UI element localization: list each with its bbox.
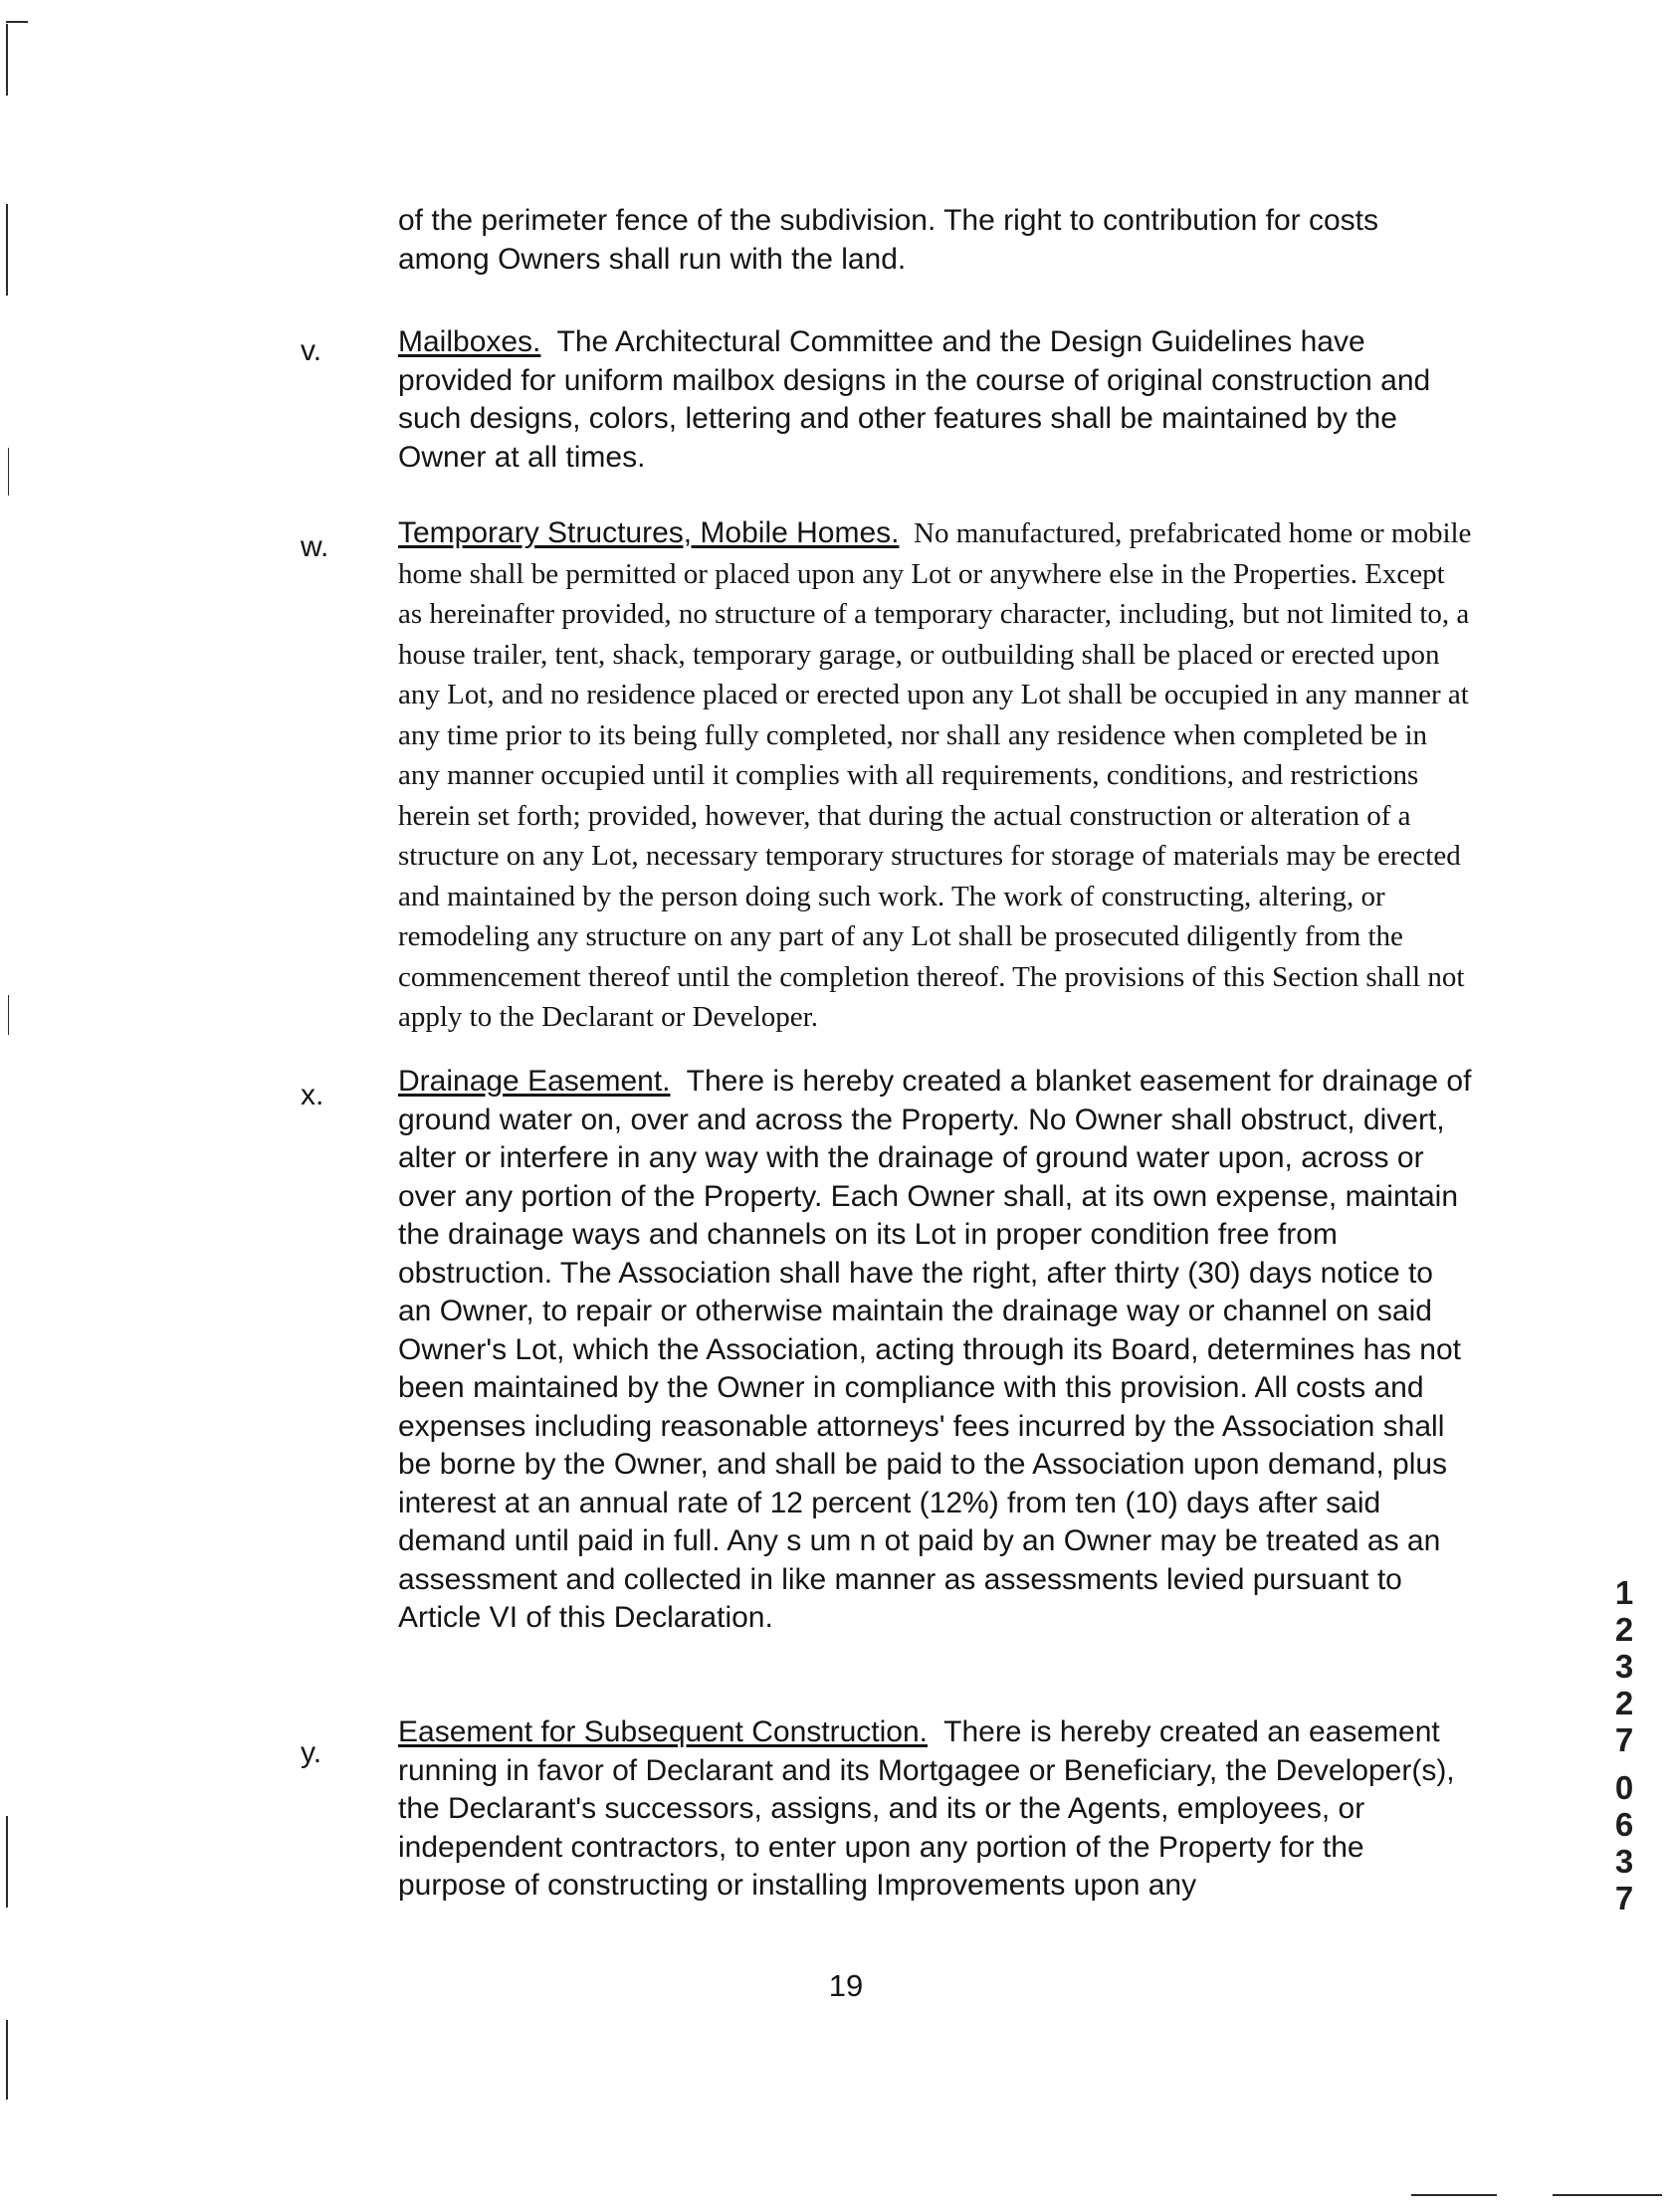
page-number: 19 bbox=[828, 1968, 864, 2003]
scan-mark bbox=[6, 204, 8, 296]
section-w-body: No manufactured, prefabricated home or mobile home shall be permitted or placed upon any Lot or anywhere else in the Properties. Except as hereinafter provided, no structure of a temporary character, including, but not limited to, a house trailer, tent, shack, temporary garage, or outbuilding shall be placed or erected upon any Lot, and no residence placed or erected upon any Lot shall be occupied in any manner at any time prior to its being fully completed, nor shall any residence when completed be in any manner occupied until it complies with all requirements, conditions, and restrictions herein set forth; provided, however, that during the actual construction or alteration of a structure on any Lot, necessary temporary structures for storage of materials may be erected and maintained by the person doing such work. The work of constructing, altering, or remodeling any structure on any part of any Lot shall be prosecuted diligently from the commencement thereof until the completion thereof. The provisions of this Section shall not apply to the Declarant or Developer. bbox=[398, 517, 1472, 1033]
section-v-heading: Mailboxes. bbox=[398, 325, 541, 358]
section-w-heading: Temporary Structures, Mobile Homes. bbox=[398, 516, 900, 549]
section-y-heading: Easement for Subsequent Construction. bbox=[398, 1715, 928, 1748]
scan-mark bbox=[6, 1816, 8, 1908]
section-v-paragraph bbox=[398, 323, 1473, 477]
scan-mark bbox=[6, 2020, 8, 2100]
section-y-body: There is hereby created an easement running in favor of Declarant and its Mortgagee or Beneficiary, the Developer(s), the Declarant's successors, assigns, and its or the Agents, employees, or independent contractors, to enter upon any portion of the Property for the purpose of constructing or installing Improvements upon any bbox=[398, 1715, 1455, 1902]
section-letter-w: w. bbox=[301, 530, 329, 563]
recording-number-part-1: 12327 bbox=[1614, 1574, 1634, 1758]
section-v-body: The Architectural Committee and the Design Guidelines have provided for uniform mailbox designs in the course of original construction and such designs, colors, lettering and other features shall be maintained by the Owner at all times. bbox=[398, 325, 1431, 474]
scan-mark bbox=[8, 448, 9, 496]
section-y-paragraph bbox=[398, 1713, 1473, 1906]
section-w-paragraph bbox=[398, 513, 1473, 1038]
scan-mark bbox=[1411, 2194, 1497, 2196]
section-x-paragraph bbox=[398, 1063, 1473, 1638]
section-x-heading: Drainage Easement. bbox=[398, 1065, 671, 1098]
scan-mark bbox=[8, 995, 9, 1035]
scan-mark bbox=[1553, 2194, 1662, 2196]
continuation-paragraph: of the perimeter fence of the subdivision. The right to contribution for costs among Owners shall run with the land. bbox=[398, 204, 1378, 276]
section-letter-x: x. bbox=[301, 1079, 324, 1111]
section-x-body: There is hereby created a blanket easement for drainage of ground water on, over and across the Property. No Owner shall obstruct, divert, alter or interfere in any way with the drainage of ground water upon, across or over any portion of the Property. Each Owner shall, at its own expense, maintain the drainage ways and channels on its Lot in proper condition free from obstruction. The Association shall have the right, after thirty (30) days notice to an Owner, to repair or otherwise maintain the drainage way or channel on said Owner's Lot, which the Association, acting through its Board, determines has not been maintained by the Owner in compliance with this provision. All costs and expenses including reasonable attorneys' fees incurred by the Association shall be borne by the Owner, and shall be paid to the Association upon demand, plus interest at an annual rate of 12 percent (12%) from ten (10) days after said demand until paid in full. Any s um n ot paid by an Owner may be treated as an assessment and collected in like manner as assessments levied pursuant to Article VI of this Declaration. bbox=[398, 1065, 1472, 1634]
scan-mark bbox=[6, 24, 8, 96]
recording-number-part-2: 0637 bbox=[1614, 1769, 1634, 1916]
section-letter-y: y. bbox=[301, 1736, 322, 1769]
section-letter-v: v. bbox=[301, 334, 322, 367]
scan-mark bbox=[6, 21, 28, 23]
